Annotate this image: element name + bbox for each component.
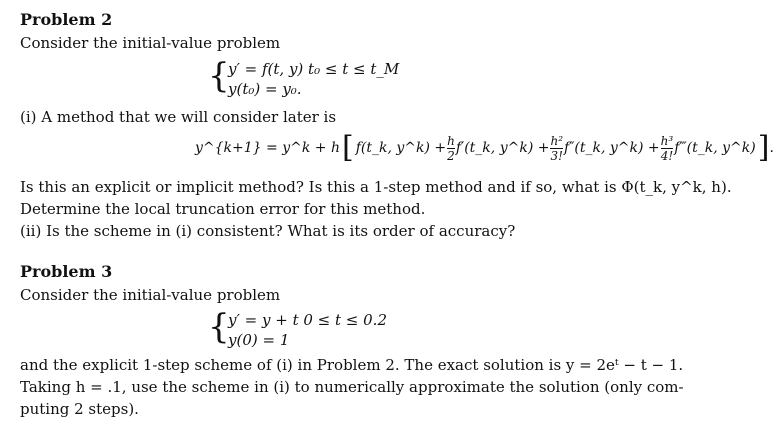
method-term-1: f(t_k, y^k) + <box>355 140 447 156</box>
ivp-equation: y′ = y + t 0 ≤ t ≤ 0.2 <box>228 311 387 329</box>
problem-2-intro: Consider the initial-value problem <box>20 34 281 52</box>
fraction-numerator: h <box>447 133 455 148</box>
paragraph-line-3: puting 2 steps). <box>20 400 139 418</box>
ivp-initial-condition: y(0) = 1 <box>228 331 290 349</box>
fraction-denominator: 4! <box>660 148 674 163</box>
left-brace: { <box>208 307 230 347</box>
right-bracket: ] <box>757 130 770 165</box>
method-term-2: f′(t_k, y^k) + <box>455 140 550 156</box>
method-lhs: y^{k+1} = y^k + h <box>195 140 340 156</box>
paragraph-line-1: and the explicit 1-step scheme of (i) in Problem 2. The exact solution is y = 2eᵗ − t − 1. <box>20 356 684 374</box>
left-bracket: [ <box>341 130 354 165</box>
fraction-numerator: h² <box>550 133 564 148</box>
problem-3-heading: Problem 3 <box>20 262 113 281</box>
fraction-h3-over-4fact <box>661 135 674 162</box>
ivp-initial-condition: y(t₀) = y₀. <box>228 80 302 98</box>
period: . <box>769 140 774 156</box>
fraction-h2-over-3fact <box>550 135 563 162</box>
problem-3-intro: Consider the initial-value problem <box>20 286 281 304</box>
fraction-denominator: 3! <box>550 148 563 163</box>
part-i-intro: (i) A method that we will consider later is <box>20 108 337 126</box>
fraction-denominator: 2 <box>447 148 455 163</box>
left-brace: { <box>208 56 230 96</box>
paragraph-line-2: Taking h = .1, use the scheme in (i) to numerically approximate the solution (only com- <box>20 378 684 396</box>
fraction-numerator: h³ <box>660 133 674 148</box>
method-term-4: f‴(t_k, y^k) <box>674 140 756 156</box>
question-line-2: Determine the local truncation error for this method. <box>20 200 426 218</box>
fraction-h-over-2 <box>447 135 455 162</box>
method-term-3: f″(t_k, y^k) + <box>564 140 660 156</box>
question-line-1: Is this an explicit or implicit method? Is this a 1-step method and if so, what is Φ(t_k, y^k, h). <box>20 178 732 196</box>
ivp-equation: y′ = f(t, y) t₀ ≤ t ≤ t_M <box>228 60 400 78</box>
method-formula <box>195 130 774 166</box>
part-ii-question: (ii) Is the scheme in (i) consistent? What is its order of accuracy? <box>20 222 516 240</box>
problem-2-heading: Problem 2 <box>20 10 113 29</box>
